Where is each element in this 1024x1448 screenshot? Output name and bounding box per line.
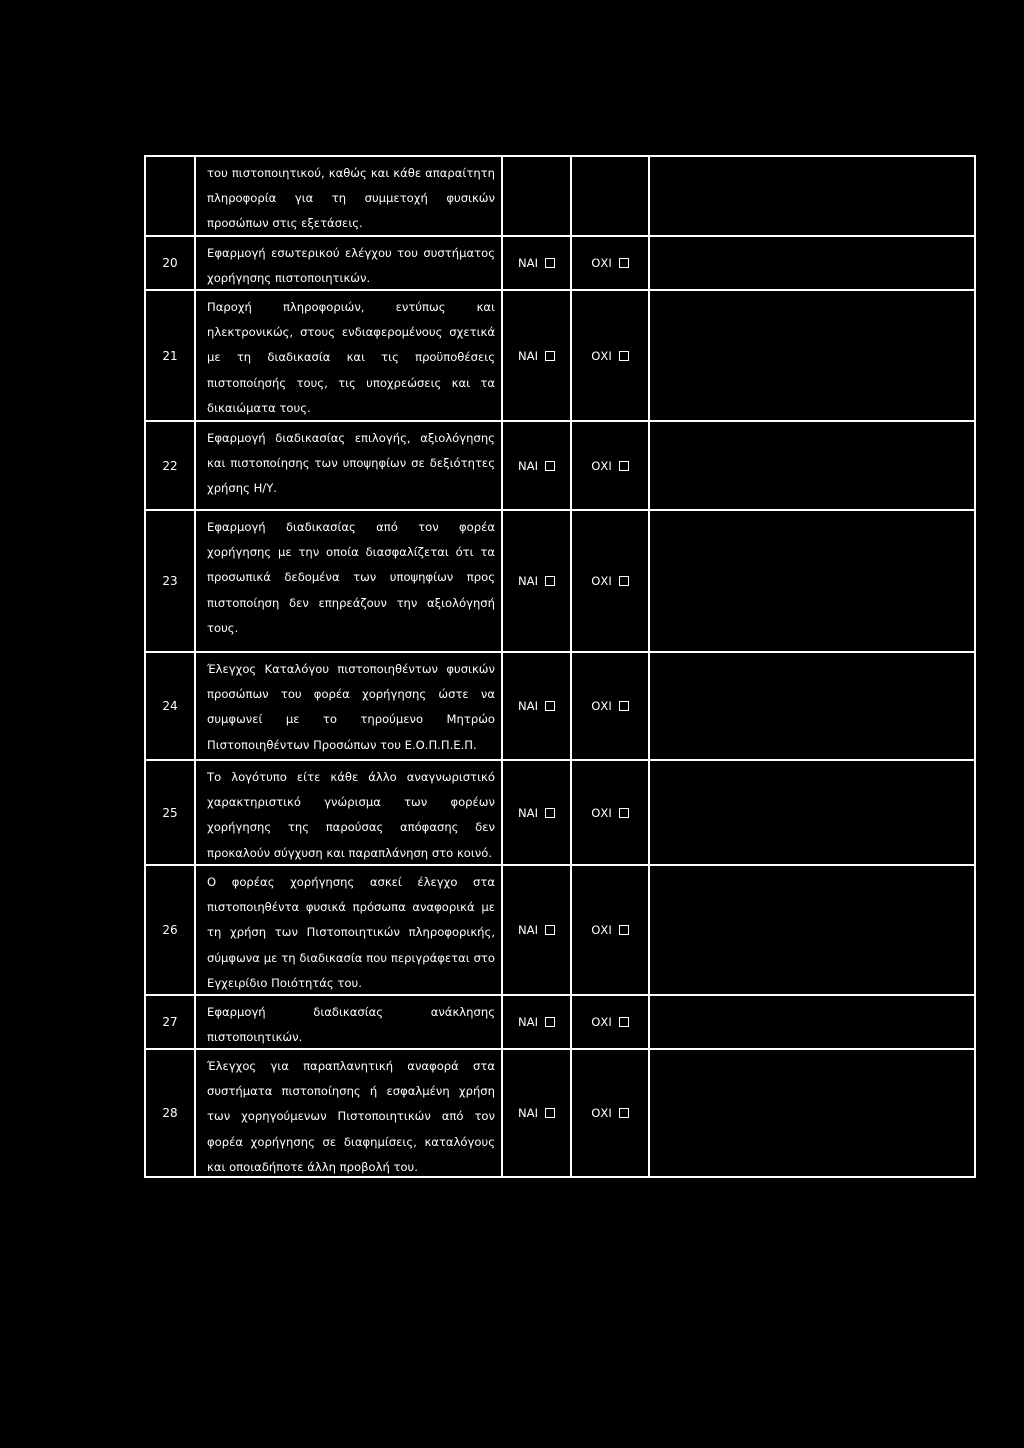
remarks-cell xyxy=(650,157,976,235)
requirement-text: Έλεγχος Καταλόγου πιστοποιηθέντων φυσικών προσώπων του φορέα χορήγησης ώστε να συμφωνεί με το τηρούμενο Μητρώο Πιστοποιηθέντων Προσώπων του Ε.Ο.Π.Π.Ε.Π. xyxy=(196,653,503,759)
no-label: ΟΧΙ xyxy=(591,1106,612,1120)
requirement-text: Εφαρμογή εσωτερικού ελέγχου του συστήματος χορήγησης πιστοποιητικών. xyxy=(196,237,503,289)
requirement-text: Παροχή πληροφοριών, εντύπως και ηλεκτρονικώς, στους ενδιαφερομένους σχετικά με τη διαδικασία και τις προϋποθέσεις πιστοποίησής τους, τις υποχρεώσεις και τα δικαιώματα τους. xyxy=(196,291,503,420)
row-number: 21 xyxy=(144,291,196,420)
no-label: ΟΧΙ xyxy=(591,574,612,588)
yes-option[interactable] xyxy=(503,653,572,759)
remarks-cell xyxy=(650,422,976,509)
no-option[interactable] xyxy=(572,761,650,864)
table-row xyxy=(144,761,976,866)
yes-label: ΝΑΙ xyxy=(517,348,539,363)
yes-option[interactable] xyxy=(503,291,572,420)
yes-option[interactable] xyxy=(503,1050,572,1176)
table-row xyxy=(144,866,976,996)
row-number: 22 xyxy=(144,422,196,509)
no-option[interactable] xyxy=(572,422,650,509)
no-checkbox[interactable] xyxy=(619,701,629,711)
row-number: 23 xyxy=(144,511,196,651)
no-label: ΟΧΙ xyxy=(591,1015,612,1029)
yes-label: ΝΑΙ xyxy=(517,1015,539,1029)
yes-checkbox[interactable] xyxy=(545,351,555,361)
no-label: ΟΧΙ xyxy=(591,805,612,820)
no-label: ΟΧΙ xyxy=(591,458,612,473)
yes-label: ΝΑΙ xyxy=(517,574,539,588)
remarks-cell xyxy=(650,761,976,864)
row-number: 25 xyxy=(144,761,196,864)
remarks-cell xyxy=(650,291,976,420)
yes-label: ΝΑΙ xyxy=(517,458,539,473)
yes-option[interactable] xyxy=(503,761,572,864)
table-row xyxy=(144,996,976,1050)
no-checkbox[interactable] xyxy=(619,925,629,935)
requirement-text: του πιστοποιητικού, καθώς και κάθε απαραίτητη πληροφορία για τη συμμετοχή φυσικών προσώπων στις εξετάσεις. xyxy=(196,157,503,235)
no-option[interactable] xyxy=(572,511,650,651)
no-checkbox[interactable] xyxy=(619,576,629,586)
yes-checkbox[interactable] xyxy=(545,576,555,586)
no-label: ΟΧΙ xyxy=(591,923,612,937)
yes-option[interactable] xyxy=(503,511,572,651)
no-checkbox[interactable] xyxy=(619,258,629,268)
yes-checkbox[interactable] xyxy=(545,701,555,711)
table-row xyxy=(144,237,976,291)
remarks-cell xyxy=(650,653,976,759)
yes-checkbox[interactable] xyxy=(545,258,555,268)
remarks-cell xyxy=(650,237,976,289)
row-number: 26 xyxy=(144,866,196,994)
table-row xyxy=(144,422,976,511)
no-label: ΟΧΙ xyxy=(591,699,612,713)
no-checkbox[interactable] xyxy=(619,351,629,361)
yes-checkbox[interactable] xyxy=(545,1017,555,1027)
remarks-cell xyxy=(650,996,976,1048)
requirement-text: Εφαρμογή διαδικασίας επιλογής, αξιολόγησης και πιστοποίησης των υποψηφίων σε δεξιότητες χρήσης Η/Υ. xyxy=(196,422,503,509)
yes-label: ΝΑΙ xyxy=(517,1106,539,1120)
yes-label: ΝΑΙ xyxy=(517,699,539,713)
yes-option[interactable] xyxy=(503,996,572,1048)
table-row xyxy=(144,653,976,761)
table-row xyxy=(144,1050,976,1178)
requirement-text: Εφαρμογή διαδικασίας ανάκλησης πιστοποιητικών. xyxy=(196,996,503,1048)
no-option[interactable] xyxy=(572,237,650,289)
table-row xyxy=(144,511,976,653)
requirement-text: Ο φορέας χορήγησης ασκεί έλεγχο στα πιστοποιηθέντα φυσικά πρόσωπα αναφορικά με τη χρήση των Πιστοποιητικών πληροφορικής, σύμφωνα με τη διαδικασία που περιγράφεται στο Εγχειρίδιο Ποιότητάς του. xyxy=(196,866,503,994)
no-option[interactable] xyxy=(572,291,650,420)
no-option[interactable] xyxy=(572,996,650,1048)
remarks-cell xyxy=(650,511,976,651)
no-checkbox[interactable] xyxy=(619,1108,629,1118)
yes-checkbox[interactable] xyxy=(545,808,555,818)
no-option[interactable] xyxy=(572,653,650,759)
yes-label: ΝΑΙ xyxy=(517,805,539,820)
no-checkbox[interactable] xyxy=(619,1017,629,1027)
row-number: 24 xyxy=(144,653,196,759)
no-option[interactable] xyxy=(572,1050,650,1176)
yes-checkbox[interactable] xyxy=(545,461,555,471)
yes-label: ΝΑΙ xyxy=(517,256,539,270)
row-number xyxy=(144,157,196,235)
yes-option[interactable] xyxy=(503,866,572,994)
row-number: 27 xyxy=(144,996,196,1048)
yes-option[interactable] xyxy=(503,237,572,289)
requirement-text: Εφαρμογή διαδικασίας από τον φορέα χορήγησης με την οποία διασφαλίζεται ότι τα προσωπικά δεδομένα των υποψηφίων προς πιστοποίηση δεν επηρεάζουν την αξιολόγησή τους. xyxy=(196,511,503,651)
requirement-text: Το λογότυπο είτε κάθε άλλο αναγνωριστικό χαρακτηριστικό γνώρισμα των φορέων χορήγησης της παρούσας απόφασης δεν προκαλούν σύγχυση και παραπλάνηση στο κοινό. xyxy=(196,761,503,864)
no-option[interactable] xyxy=(572,866,650,994)
yes-label: ΝΑΙ xyxy=(517,923,539,937)
yes-option xyxy=(503,157,572,235)
row-number: 28 xyxy=(144,1050,196,1176)
table-row xyxy=(144,291,976,422)
table-row xyxy=(144,155,976,237)
yes-checkbox[interactable] xyxy=(545,925,555,935)
no-checkbox[interactable] xyxy=(619,808,629,818)
yes-checkbox[interactable] xyxy=(545,1108,555,1118)
no-label: ΟΧΙ xyxy=(591,348,612,363)
row-number: 20 xyxy=(144,237,196,289)
no-checkbox[interactable] xyxy=(619,461,629,471)
no-label: ΟΧΙ xyxy=(591,256,612,270)
yes-option[interactable] xyxy=(503,422,572,509)
requirement-text: Έλεγχος για παραπλανητική αναφορά στα συστήματα πιστοποίησης ή εσφαλμένη χρήση των χορηγούμενων Πιστοποιητικών από τον φορέα χορήγησης σε διαφημίσεις, καταλόγους και οποιαδήποτε άλλη προβολή του. xyxy=(196,1050,503,1176)
no-option xyxy=(572,157,650,235)
checklist-table xyxy=(144,155,976,1178)
remarks-cell xyxy=(650,866,976,994)
remarks-cell xyxy=(650,1050,976,1176)
